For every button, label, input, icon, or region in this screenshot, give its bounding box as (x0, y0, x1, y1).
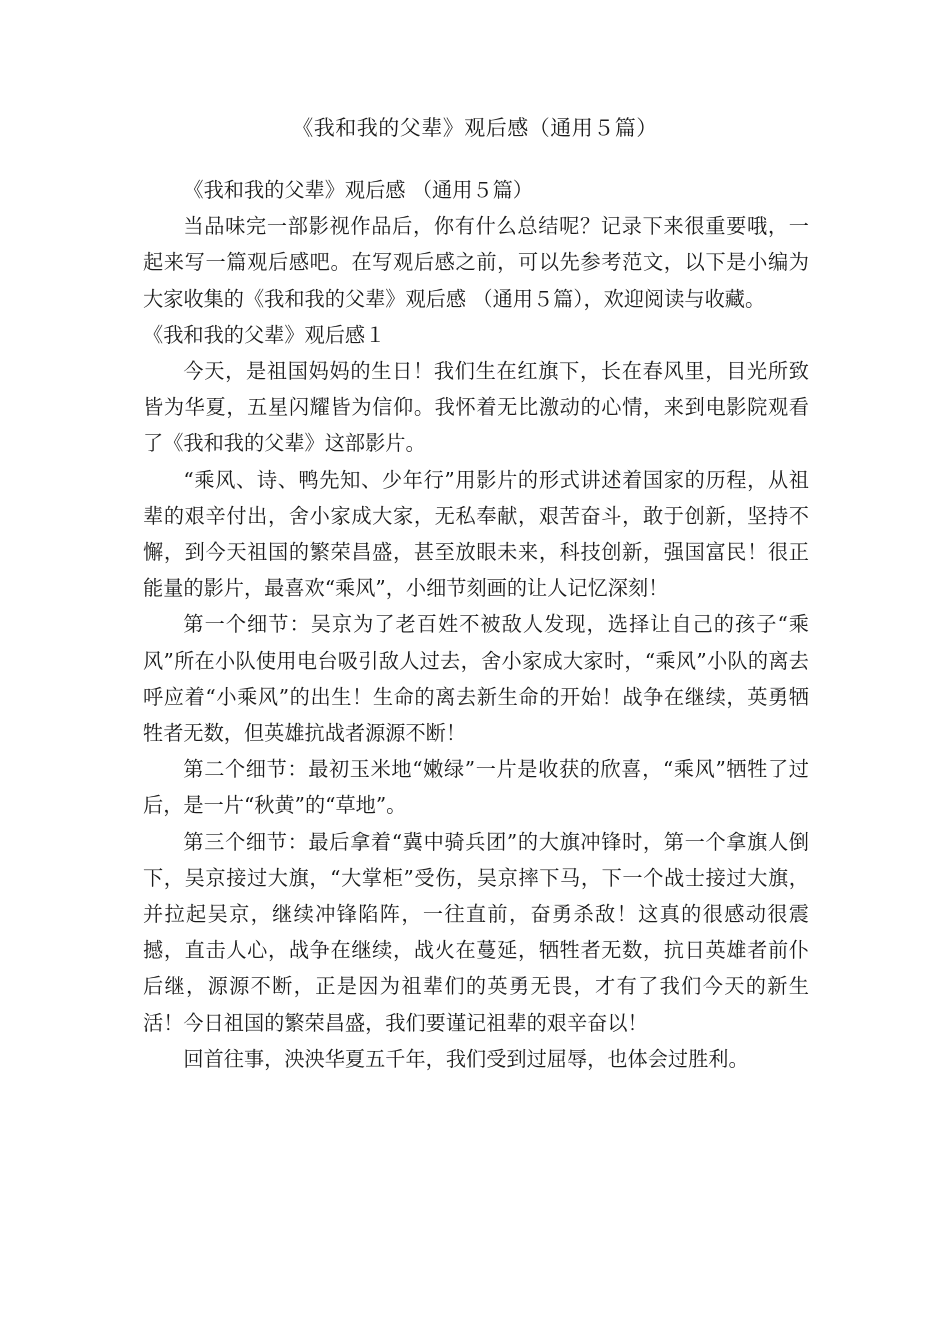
body-paragraph: “乘风、诗、鸭先知、少年行”用影片的形式讲述着国家的历程，从祖辈的艰辛付出，舍小家成大家，无私奉献，艰苦奋斗，敢于创新，坚持不懈，到今天祖国的繁荣昌盛，甚至放眼未来，科技创新，强国富民！很正能量的影片，最喜欢“乘风”，小细节刻画的让人记忆深刻！ (143, 467, 809, 601)
body-paragraph: 第二个细节：最初玉米地“嫩绿”一片是收获的欣喜，“乘风”牺牲了过后，是一片“秋黄”的“草地”。 (143, 757, 809, 818)
body-paragraph: 第一个细节：吴京为了老百姓不被敌人发现，选择让自己的孩子“乘风”所在小队使用电台吸引敌人过去，舍小家成大家时，“乘风”小队的离去呼应着“小乘风”的出生！生命的离去新生命的开始！战争在继续，英勇牺牲者无数，但英雄抗战者源源不断！ (143, 612, 809, 746)
document-title: 《我和我的父辈》观后感（通用５篇） (292, 116, 658, 140)
subtitle-paragraph: 《我和我的父辈》观后感 （通用５篇） (183, 178, 533, 202)
body-paragraph: 第三个细节：最后拿着“冀中骑兵团”的大旗冲锋时，第一个拿旗人倒下，吴京接过大旗，“大掌柜”受伤，吴京摔下马，下一个战士接过大旗，并拉起吴京，继续冲锋陷阵，一往直前，奋勇杀敌！这真的很感动很震撼，直击人心，战争在继续，战火在蔓延，牺牲者无数，抗日英雄者前仆后继，源源不断，正是因为祖辈们的英勇无畏，才有了我们今天的新生活！今日祖国的繁荣昌盛，我们要谨记祖辈的艰辛奋以！ (143, 829, 809, 1035)
section-heading: 《我和我的父辈》观后感１ (143, 322, 386, 347)
intro-paragraph: 当品味完一部影视作品后，你有什么总结呢？记录下来很重要哦，一起来写一篇观后感吧。在写观后感之前，可以先参考范文，以下是小编为大家收集的《我和我的父辈》观后感 （通用５篇），欢迎阅读与收藏。 (143, 214, 809, 311)
document-body (143, 172, 809, 1077)
body-paragraph: 今天，是祖国妈妈的生日！我们生在红旗下，长在春风里，目光所致皆为华夏，五星闪耀皆为信仰。我怀着无比激动的心情，来到电影院观看了《我和我的父辈》这部影片。 (143, 359, 809, 456)
body-paragraph: 回首往事，泱泱华夏五千年，我们受到过屈辱，也体会过胜利。 (183, 1046, 749, 1071)
